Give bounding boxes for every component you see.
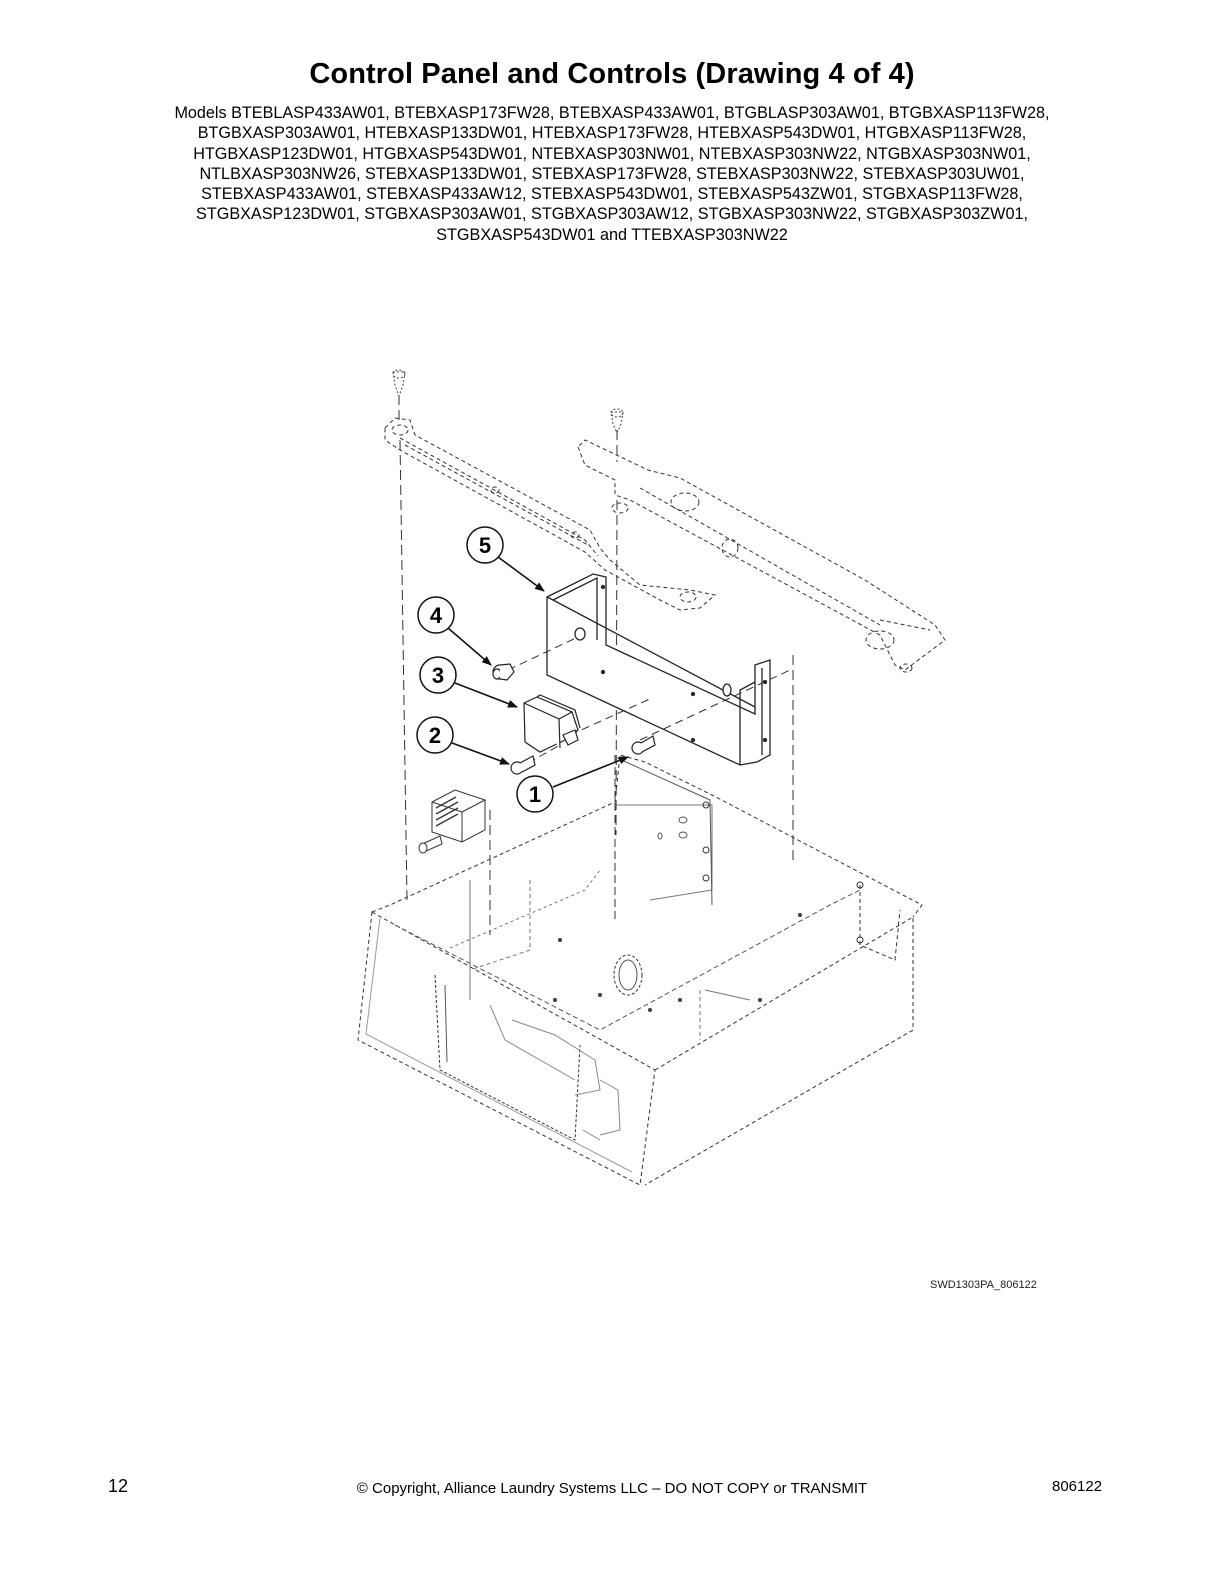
heat-sink <box>419 790 485 853</box>
model-list-line: BTGBXASP303AW01, HTEBXASP133DW01, HTEBXASP173FW28, HTEBXASP543DW01, HTGBXASP113FW28, <box>197 124 1027 143</box>
top-screw-right <box>611 409 623 433</box>
svg-text:4: 4 <box>429 603 443 628</box>
bracket-part-5 <box>547 574 770 765</box>
figure-id: SWD1303PA_806122 <box>930 1279 1037 1291</box>
left-top-rail <box>385 418 715 610</box>
screw-part-2 <box>511 756 535 774</box>
page-number: 12 <box>108 1476 129 1496</box>
copyright-notice: © Copyright, Alliance Laundry Systems LLC – DO NOT COPY or TRANSMIT <box>356 1480 868 1497</box>
page-title: Control Panel and Controls (Drawing 4 of 4) <box>309 58 915 90</box>
model-list-line: STEBXASP433AW01, STEBXASP433AW12, STEBXASP543DW01, STEBXASP543ZW01, STGBXASP113FW28, <box>201 185 1023 204</box>
right-top-rail <box>578 440 945 672</box>
model-list-line: STGBXASP543DW01 and TTEBXASP303NW22 <box>436 225 788 244</box>
top-screw-left <box>393 370 405 396</box>
model-list-line: HTGBXASP123DW01, HTGBXASP543DW01, NTEBXASP303NW01, NTEBXASP303NW22, NTGBXASP303NW01, <box>193 144 1031 163</box>
callout-2 <box>417 717 509 764</box>
model-list-line: NTLBXASP303NW26, STEBXASP133DW01, STEBXASP173FW28, STEBXASP303NW22, STEBXASP303UW01, <box>199 164 1025 183</box>
model-list-line: Models BTEBLASP433AW01, BTEBXASP173FW28, BTEBXASP433AW01, BTGBLASP303AW01, BTGBXASP113FW28, <box>174 104 1050 122</box>
callout-5 <box>467 527 544 591</box>
model-list-line: STGBXASP123DW01, STGBXASP303AW01, STGBXASP303AW12, STGBXASP303NW22, STGBXASP303ZW01, <box>196 205 1028 224</box>
component-part-3 <box>524 695 580 752</box>
document-number: 806122 <box>1052 1478 1103 1495</box>
bushing-part-4 <box>493 664 514 680</box>
callout-4 <box>418 597 491 665</box>
svg-text:3: 3 <box>431 663 445 688</box>
svg-text:5: 5 <box>478 533 492 558</box>
svg-text:1: 1 <box>528 782 542 807</box>
svg-text:2: 2 <box>428 723 442 748</box>
